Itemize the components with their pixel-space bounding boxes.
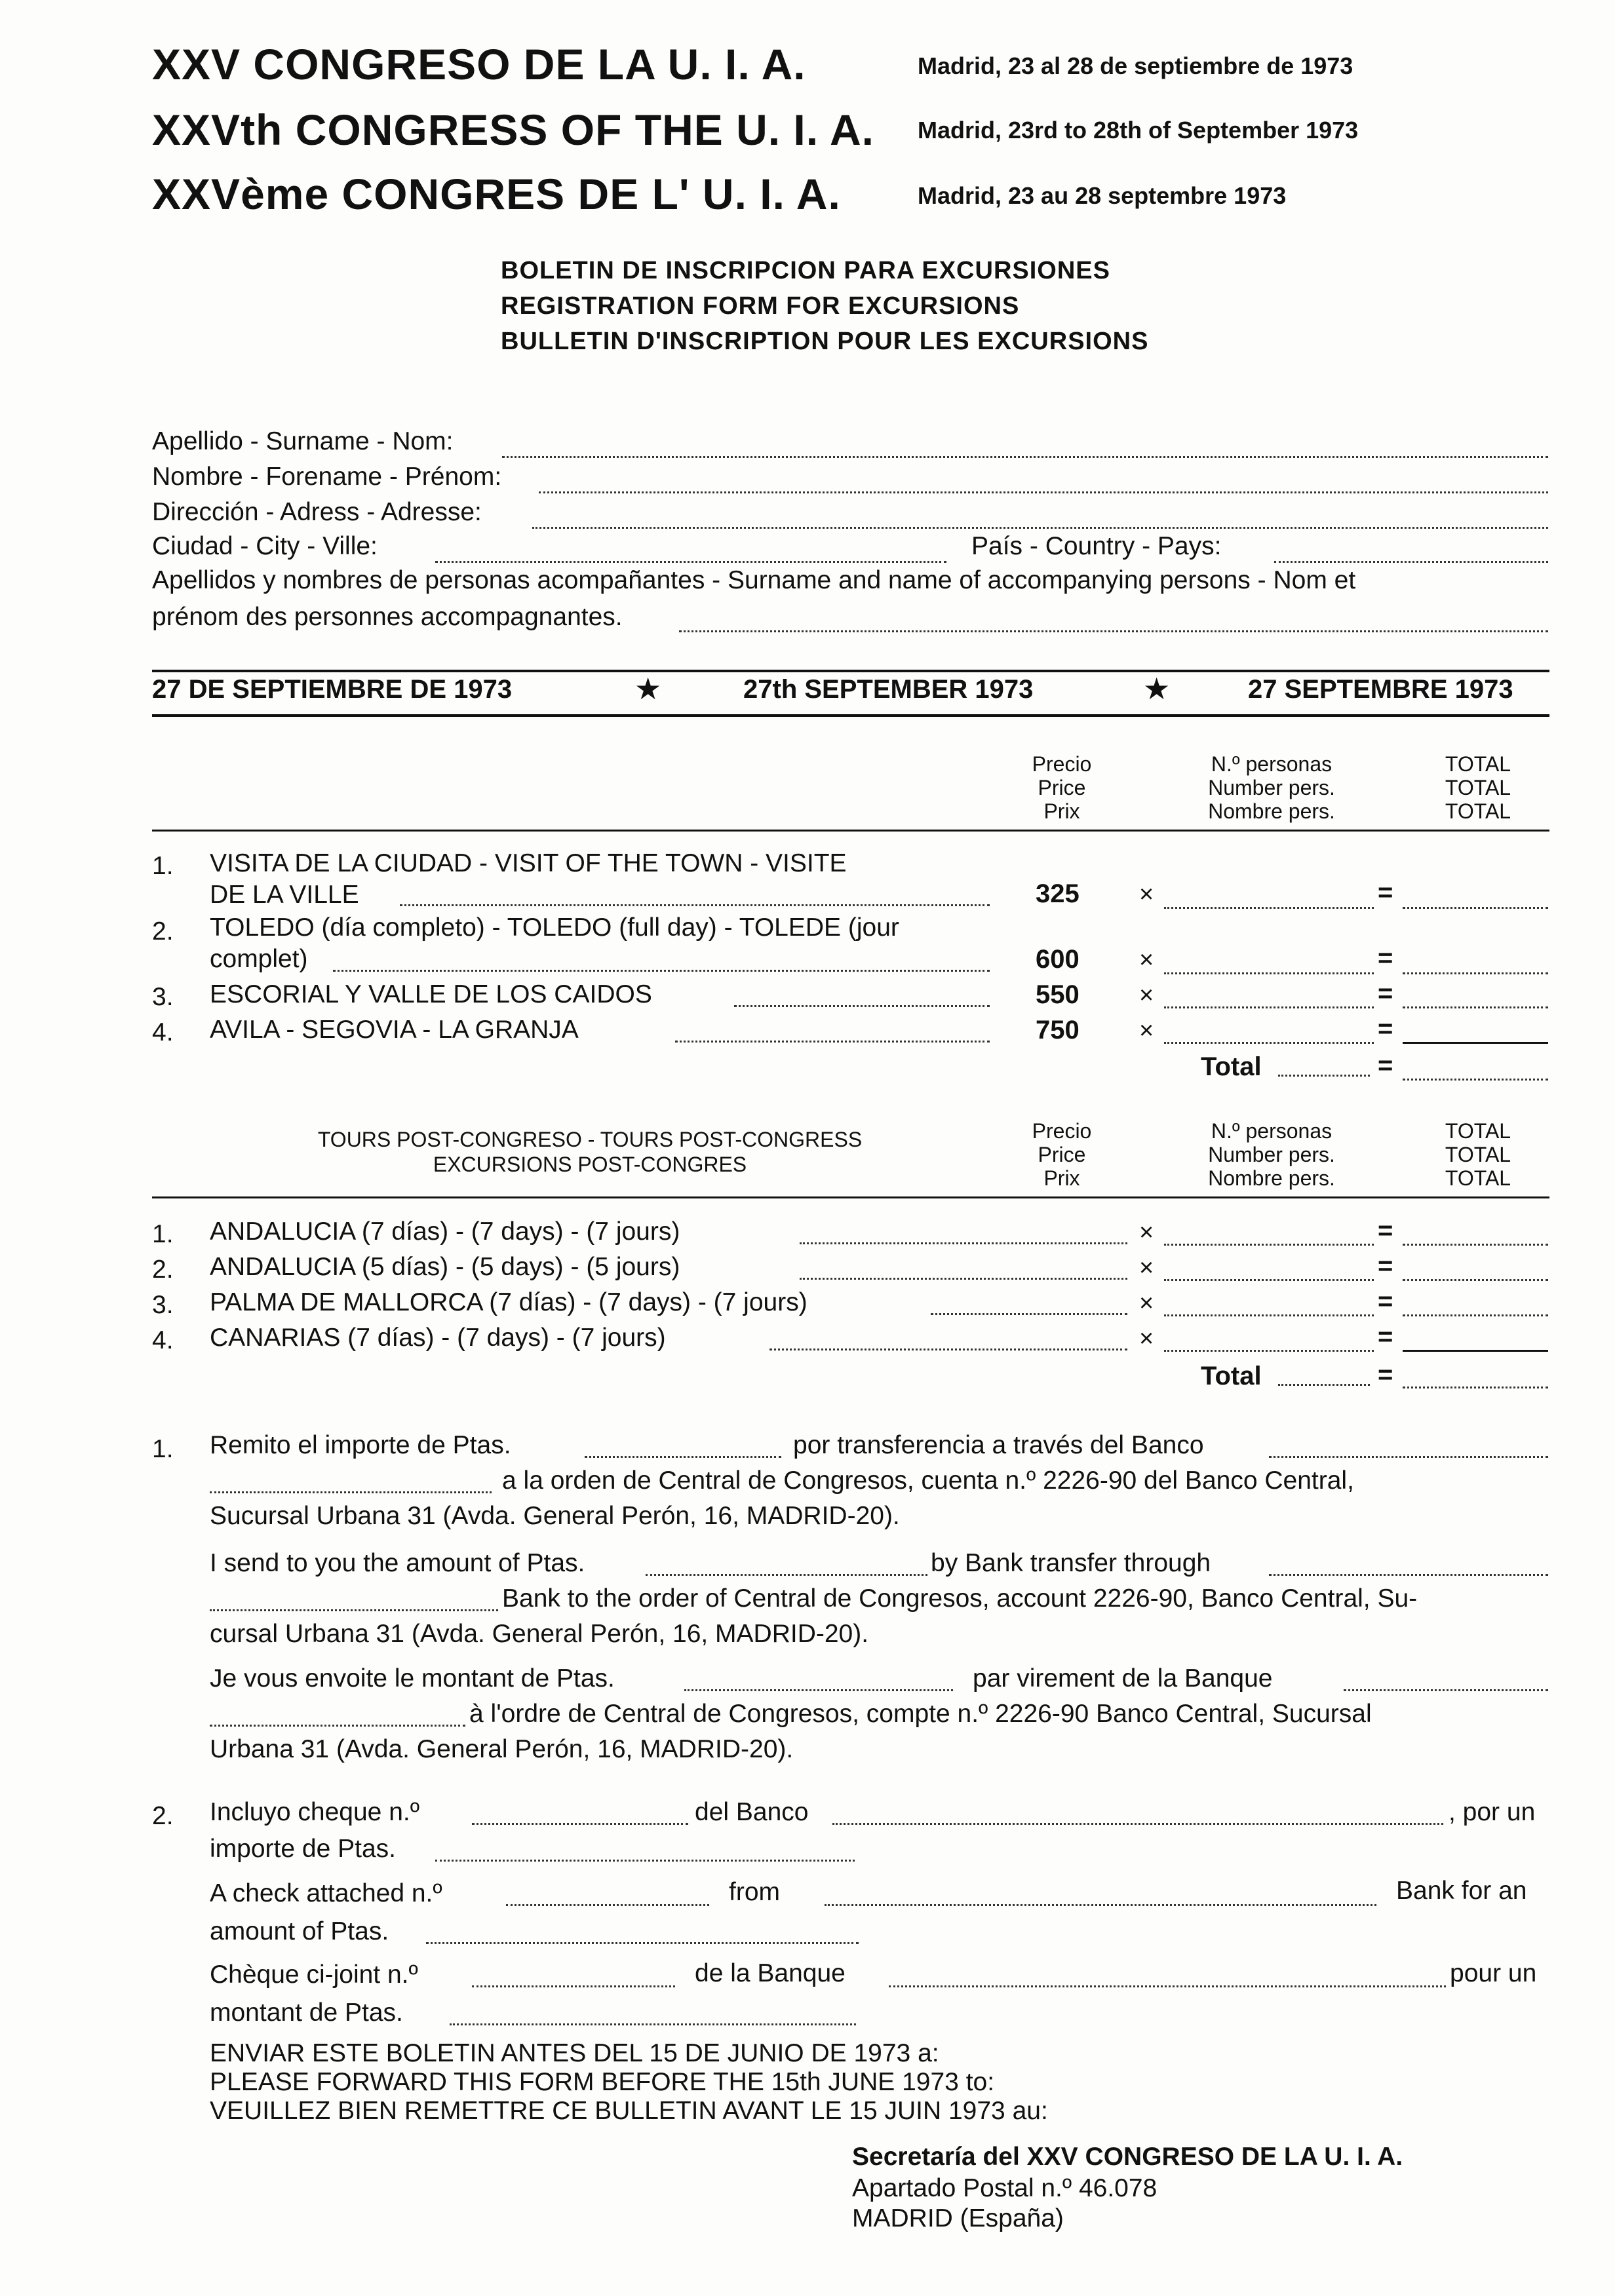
leader-dots <box>800 1278 1127 1280</box>
persons-field[interactable] <box>1164 1279 1374 1281</box>
payment-en-text: by Bank transfer through <box>931 1549 1211 1577</box>
bank-field-fr[interactable] <box>1344 1689 1548 1691</box>
date-bar-en: 27th SEPTEMBER 1973 <box>743 675 1034 704</box>
total-field[interactable] <box>1403 1042 1548 1044</box>
check-fr-text: Chèque ci-joint n.º <box>210 1961 418 1989</box>
leader-dots <box>734 1005 990 1007</box>
payment-fr-text: Je vous envoite le montant de Ptas. <box>210 1664 615 1693</box>
equals-icon: = <box>1378 878 1393 907</box>
payment-fr-text: par virement de la Banque <box>973 1664 1273 1693</box>
bank-field-es[interactable] <box>1269 1456 1548 1458</box>
tour-label: PALMA DE MALLORCA (7 días) - (7 days) - (7 jours) <box>210 1288 808 1316</box>
total-field[interactable] <box>1403 1279 1548 1281</box>
forename-label: Nombre - Forename - Prénom: <box>152 463 502 491</box>
bank-field-es-cont[interactable] <box>210 1491 492 1493</box>
bank-field-en[interactable] <box>1269 1574 1548 1576</box>
item-number: 4. <box>152 1326 174 1354</box>
address-org: Secretaría del XXV CONGRESO DE LA U. I. A. <box>852 2143 1403 2171</box>
amount-field-en[interactable] <box>646 1574 927 1576</box>
check-fr-text: pour un <box>1450 1959 1537 1987</box>
price-value: 750 <box>1036 1016 1080 1044</box>
check-en-text: Bank for an <box>1396 1877 1527 1905</box>
equals-icon: = <box>1378 1216 1393 1245</box>
grand-total-field[interactable] <box>1403 1387 1548 1388</box>
excursion-label: VISITA DE LA CIUDAD - VISIT OF THE TOWN - VISITE <box>210 849 847 877</box>
title-fr: XXVème CONGRES DE L' U. I. A. <box>152 170 841 218</box>
date-bar-fr: 27 SEPTEMBRE 1973 <box>1248 675 1513 704</box>
payment-fr-text: à l'ordre de Central de Congresos, compte n.º 2226-90 Banco Central, Sucursal <box>469 1700 1372 1728</box>
total-column-header: TOTAL TOTAL TOTAL <box>1445 752 1511 823</box>
amount-field-es[interactable] <box>585 1456 781 1458</box>
date-es: Madrid, 23 al 28 de septiembre de 1973 <box>918 52 1353 79</box>
multiply-icon: × <box>1139 946 1154 974</box>
check-bank-field-en[interactable] <box>825 1904 1376 1906</box>
excursion-label: AVILA - SEGOVIA - LA GRANJA <box>210 1016 579 1044</box>
multiply-icon: × <box>1139 982 1154 1009</box>
deadline-es: ENVIAR ESTE BOLETIN ANTES DEL 15 DE JUNIO DE 1973 a: <box>210 2039 939 2067</box>
item-number: 2. <box>152 1255 174 1284</box>
grand-total-field[interactable] <box>1403 1079 1548 1081</box>
subtitle-fr: BULLETIN D'INSCRIPTION POUR LES EXCURSIONS <box>501 328 1149 355</box>
persons-field[interactable] <box>1164 1006 1374 1008</box>
check-bank-field-fr[interactable] <box>889 1985 1446 1987</box>
surname-label: Apellido - Surname - Nom: <box>152 427 454 455</box>
address-field[interactable] <box>532 527 1548 529</box>
equals-icon: = <box>1378 944 1393 972</box>
equals-icon: = <box>1378 1322 1393 1351</box>
companions-field[interactable] <box>679 630 1548 632</box>
leader-dots <box>333 970 990 972</box>
multiply-icon: × <box>1139 1325 1154 1352</box>
total-field[interactable] <box>1403 1244 1548 1246</box>
total-column-header: TOTAL TOTAL TOTAL <box>1445 1119 1511 1190</box>
equals-icon: = <box>1378 1360 1393 1389</box>
persons-field[interactable] <box>1164 1350 1374 1352</box>
date-bar-bottom-rule <box>152 714 1549 717</box>
equals-icon: = <box>1378 1051 1393 1080</box>
deadline-fr: VEUILLEZ BIEN REMETTRE CE BULLETIN AVANT LE 15 JUIN 1973 au: <box>210 2097 1048 2125</box>
persons-field[interactable] <box>1164 1244 1374 1246</box>
leader-dots <box>769 1349 1127 1350</box>
payment-fr-text: Urbana 31 (Avda. General Perón, 16, MADRID-20). <box>210 1735 794 1763</box>
date-bar-top-rule <box>152 670 1549 672</box>
item-number: 2. <box>152 1802 174 1830</box>
price-value: 550 <box>1036 980 1080 1009</box>
item-number: 4. <box>152 1018 174 1046</box>
item-number: 3. <box>152 983 174 1011</box>
check-en-text: amount of Ptas. <box>210 1917 389 1945</box>
leader-dots <box>1278 1384 1370 1386</box>
price-value: 325 <box>1036 879 1080 908</box>
check-number-field-fr[interactable] <box>472 1985 675 1987</box>
column-header-rule <box>152 1196 1549 1198</box>
check-number-field-en[interactable] <box>506 1904 709 1906</box>
price-column-header: Precio Price Prix <box>1032 1119 1092 1190</box>
tour-label: ANDALUCIA (7 días) - (7 days) - (7 jours) <box>210 1217 680 1246</box>
check-fr-text: de la Banque <box>695 1959 846 1987</box>
excursion-label: ESCORIAL Y VALLE DE LOS CAIDOS <box>210 980 652 1008</box>
check-en-text: A check attached n.º <box>210 1879 442 1907</box>
payment-es-text: a la orden de Central de Congresos, cuenta n.º 2226-90 del Banco Central, <box>502 1466 1354 1495</box>
total-label: Total <box>1201 1052 1262 1081</box>
payment-en-text: I send to you the amount of Ptas. <box>210 1549 585 1577</box>
excursion-label: complet) <box>210 945 308 973</box>
country-label: País - Country - Pays: <box>971 532 1222 560</box>
persons-field[interactable] <box>1164 1314 1374 1316</box>
address-po: Apartado Postal n.º 46.078 <box>852 2174 1158 2202</box>
companions-label-1: Apellidos y nombres de personas acompañantes - Surname and name of accompanying persons - Nom et <box>152 566 1356 594</box>
tour-label: ANDALUCIA (5 días) - (5 days) - (5 jours) <box>210 1253 680 1281</box>
column-header-rule <box>152 830 1549 832</box>
persons-column-header: N.º personas Number pers. Nombre pers. <box>1208 752 1335 823</box>
companions-label-2: prénom des personnes accompagnantes. <box>152 603 623 631</box>
country-field[interactable] <box>1274 561 1548 563</box>
payment-es-text: Remito el importe de Ptas. <box>210 1431 511 1459</box>
payment-en-text: cursal Urbana 31 (Avda. General Perón, 16, MADRID-20). <box>210 1620 869 1648</box>
total-field[interactable] <box>1403 907 1548 909</box>
equals-icon: = <box>1378 1287 1393 1316</box>
equals-icon: = <box>1378 1014 1393 1043</box>
payment-es-text: por transferencia a través del Banco <box>793 1431 1204 1459</box>
date-fr: Madrid, 23 au 28 septembre 1973 <box>918 182 1287 209</box>
leader-dots <box>675 1041 990 1043</box>
persons-field[interactable] <box>1164 972 1374 974</box>
excursion-label: TOLEDO (día completo) - TOLEDO (full day) - TOLEDE (jour <box>210 913 899 942</box>
check-fr-text: montant de Ptas. <box>210 1999 403 2027</box>
check-es-text: del Banco <box>695 1798 809 1826</box>
multiply-icon: × <box>1139 881 1154 908</box>
item-number: 2. <box>152 917 174 946</box>
item-number: 1. <box>152 852 174 880</box>
check-es-text: , por un <box>1449 1798 1536 1826</box>
check-number-field-es[interactable] <box>472 1823 688 1825</box>
price-column-header: Precio Price Prix <box>1032 752 1092 823</box>
persons-field[interactable] <box>1164 1042 1374 1044</box>
total-field[interactable] <box>1403 1314 1548 1316</box>
payment-es-text: Sucursal Urbana 31 (Avda. General Perón, 16, MADRID-20). <box>210 1502 900 1530</box>
address-city: MADRID (España) <box>852 2204 1064 2232</box>
leader-dots <box>931 1313 1127 1315</box>
leader-dots <box>1278 1075 1370 1077</box>
check-en-text: from <box>729 1878 780 1906</box>
date-en: Madrid, 23rd to 28th of September 1973 <box>918 117 1359 144</box>
total-field[interactable] <box>1403 972 1548 974</box>
star-icon: ★ <box>1143 672 1171 706</box>
multiply-icon: × <box>1139 1254 1154 1282</box>
title-es: XXV CONGRESO DE LA U. I. A. <box>152 40 806 88</box>
total-field[interactable] <box>1403 1350 1548 1352</box>
bank-field-en-cont[interactable] <box>210 1609 498 1611</box>
address-label: Dirección - Adress - Adresse: <box>152 498 482 526</box>
item-number: 3. <box>152 1291 174 1319</box>
multiply-icon: × <box>1139 1290 1154 1317</box>
payment-en-text: Bank to the order of Central de Congresos, account 2226-90, Banco Central, Su- <box>502 1584 1418 1613</box>
check-amount-field-fr[interactable] <box>450 2023 856 2025</box>
forename-field[interactable] <box>539 491 1548 493</box>
subtitle-en: REGISTRATION FORM FOR EXCURSIONS <box>501 292 1020 320</box>
check-amount-field-es[interactable] <box>435 1860 855 1862</box>
item-number: 1. <box>152 1220 174 1248</box>
deadline-en: PLEASE FORWARD THIS FORM BEFORE THE 15th JUNE 1973 to: <box>210 2068 995 2096</box>
persons-field[interactable] <box>1164 907 1374 909</box>
check-es-text: importe de Ptas. <box>210 1835 396 1863</box>
equals-icon: = <box>1378 979 1393 1008</box>
persons-column-header: N.º personas Number pers. Nombre pers. <box>1208 1119 1335 1190</box>
tour-label: CANARIAS (7 días) - (7 days) - (7 jours) <box>210 1324 666 1352</box>
post-tours-title: TOURS POST-CONGRESO - TOURS POST-CONGRESS EXCURSIONS POST-CONGRES <box>317 1128 863 1176</box>
multiply-icon: × <box>1139 1219 1154 1246</box>
bank-field-fr-cont[interactable] <box>210 1725 465 1727</box>
check-bank-field-es[interactable] <box>832 1823 1443 1825</box>
surname-field[interactable] <box>502 456 1548 458</box>
title-en: XXVth CONGRESS OF THE U. I. A. <box>152 105 874 154</box>
city-label: Ciudad - City - Ville: <box>152 532 378 560</box>
date-bar-es: 27 DE SEPTIEMBRE DE 1973 <box>152 675 513 704</box>
item-number: 1. <box>152 1435 174 1463</box>
check-es-text: Incluyo cheque n.º <box>210 1798 419 1826</box>
star-icon: ★ <box>634 672 662 706</box>
check-amount-field-en[interactable] <box>426 1942 859 1944</box>
total-label: Total <box>1201 1362 1262 1390</box>
amount-field-fr[interactable] <box>684 1689 953 1691</box>
multiply-icon: × <box>1139 1017 1154 1044</box>
price-value: 600 <box>1036 945 1080 974</box>
total-field[interactable] <box>1403 1006 1548 1008</box>
subtitle-es: BOLETIN DE INSCRIPCION PARA EXCURSIONES <box>501 257 1110 284</box>
leader-dots <box>400 904 990 906</box>
city-field[interactable] <box>435 561 946 563</box>
leader-dots <box>800 1242 1127 1244</box>
equals-icon: = <box>1378 1252 1393 1280</box>
excursion-label: DE LA VILLE <box>210 881 359 909</box>
